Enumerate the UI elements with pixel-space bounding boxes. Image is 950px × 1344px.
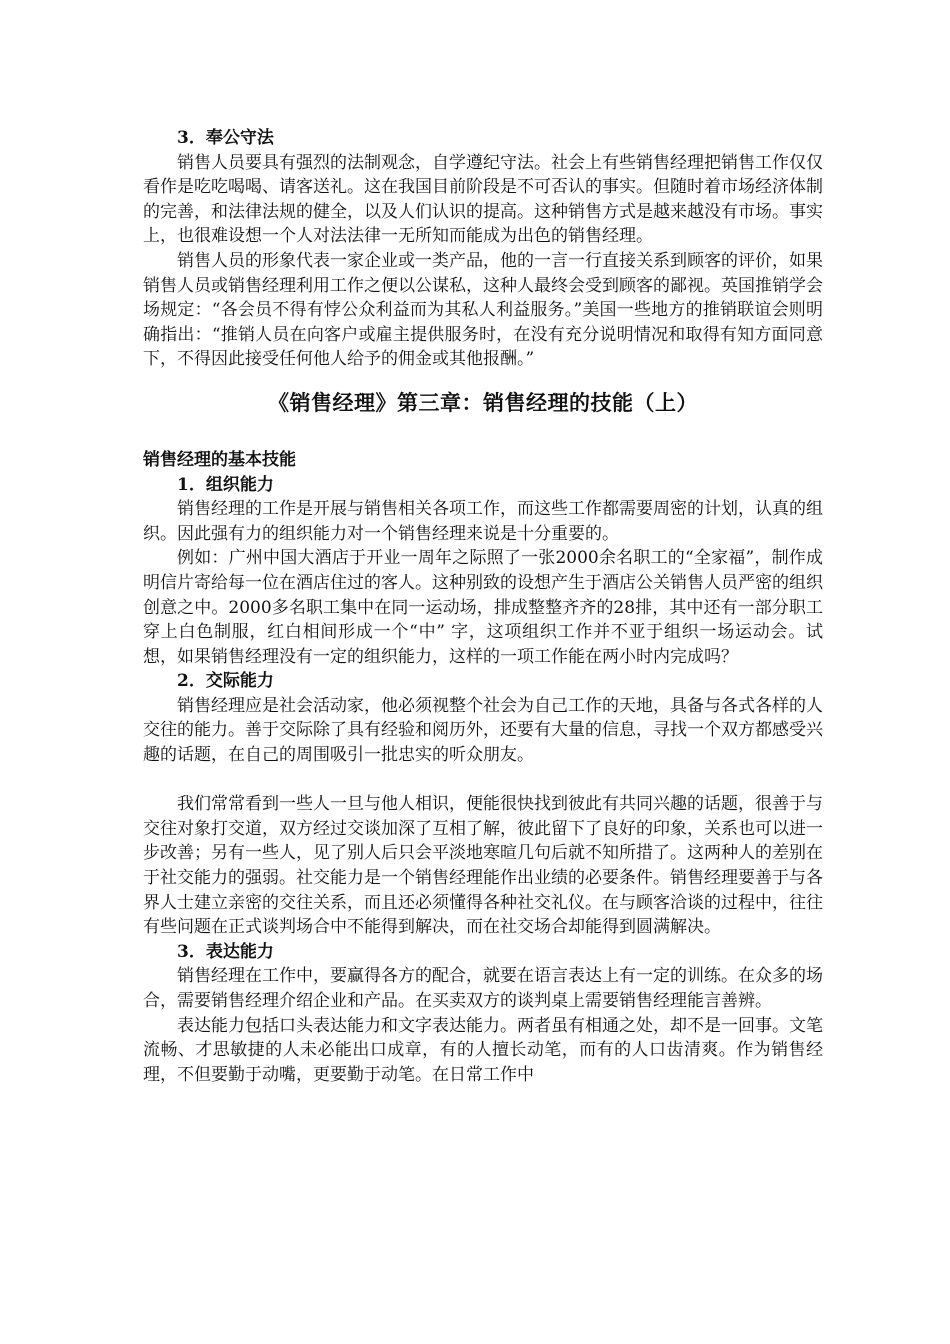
section-heading-social: 2．交际能力 — [177, 671, 274, 692]
paragraph: 销售经理在工作中，要赢得各方的配合，就要在语言表达上有一定的训练。在众多的场合，需要销售经理介绍企业和产品。在买卖双方的谈判桌上需要销售经理能言善辨。 — [143, 966, 823, 1011]
chapter-title: 《销售经理》第三章：销售经理的技能（上） — [268, 389, 698, 415]
blank-line — [143, 768, 823, 793]
section-heading-obey-law: 3．奉公守法 — [177, 128, 274, 148]
section-heading-organization: 1．组织能力 — [177, 474, 274, 495]
paragraph: 例如：广州中国大酒店于开业一周年之际照了一张2000余名职工的“全家福”，制作成明信片寄给每一位在酒店住过的客人。这种别致的设想产生于酒店公关销售人员严密的组织创意之中。2000多名职工集中在同一运动场，排成整整齐齐的28排，其中还有一部分职工穿上白色制服，红白相间形成一个“中” 字，这项组织工作并不亚于组织一场运动会。试想，如果销售经理没有一定的组织能力，这样的一项工作能在两小时内完成吗？ — [143, 548, 823, 667]
paragraph: 销售人员要具有强烈的法制观念，自学遵纪守法。社会上有些销售经理把销售工作仅仅看作是吃吃喝喝、请客送礼。这在我国目前阶段是不可否认的事实。但随时着市场经济体制的完善，和法律法规的健全，以及人们认识的提高。这种销售方式是越来越没有市场。事实上，也很难设想一个人对法法律一无所知而能成为出色的销售经理。 — [143, 152, 823, 247]
paragraph: 销售经理的工作是开展与销售相关各项工作，而这些工作都需要周密的计划，认真的组织。因此强有力的组织能力对一个销售经理来说是十分重要的。 — [143, 499, 823, 544]
basic-skills-title: 销售经理的基本技能 — [143, 449, 296, 470]
paragraph: 销售经理应是社会活动家，他必须视整个社会为自己工作的天地，具备与各式各样的人交往的能力。善于交际除了具有经验和阅历外，还要有大量的信息，寻找一个双方都感受兴趣的话题，在自己的周围吸引一批忠实的听众朋友。 — [143, 695, 823, 766]
paragraph: 表达能力包括口头表达能力和文字表达能力。两者虽有相通之处，却不是一回事。文笔流畅、才思敏捷的人未必能出口成章，有的人擅长动笔，而有的人口齿清爽。作为销售经理，不但要勤于动嘴，更要勤于动笔。在日常工作中 — [143, 1015, 823, 1085]
document-page — [143, 126, 823, 1087]
paragraph: 我们常常看到一些人一旦与他人相识，便能很快找到彼此有共同兴趣的话题，很善于与交往对象打交道，双方经过交谈加深了互相了解，彼此留下了良好的印象，关系也可以进一步改善；另有一些人，见了别人后只会平淡地寒暄几句后就不知所措了。这两种人的差别在于社交能力的强弱。社交能力是一个销售经理能作出业绩的必要条件。销售经理要善于与各界人士建立亲密的交往关系，而且还必须懂得各种社交礼仪。在与顾客洽谈的过程中，往往有些问题在正式谈判场合中不能得到解决，而在社交场合却能得到圆满解决。 — [143, 794, 823, 938]
paragraph: 销售人员的形象代表一家企业或一类产品，他的一言一行直接关系到顾客的评价，如果销售人员或销售经理利用工作之便以公谋私，这种人最终会受到顾客的鄙视。英国推销学会场规定：“各会员不得有悖公众利益而为其私人利益服务。”美国一些地方的推销联谊会则明确指出：“推销人员在向客户或雇主提供服务时，在没有充分说明情况和取得有知方面同意下，不得因此接受任何他人给予的佣金或其他报酬。” — [143, 250, 823, 370]
section-heading-expression: 3．表达能力 — [177, 941, 274, 962]
